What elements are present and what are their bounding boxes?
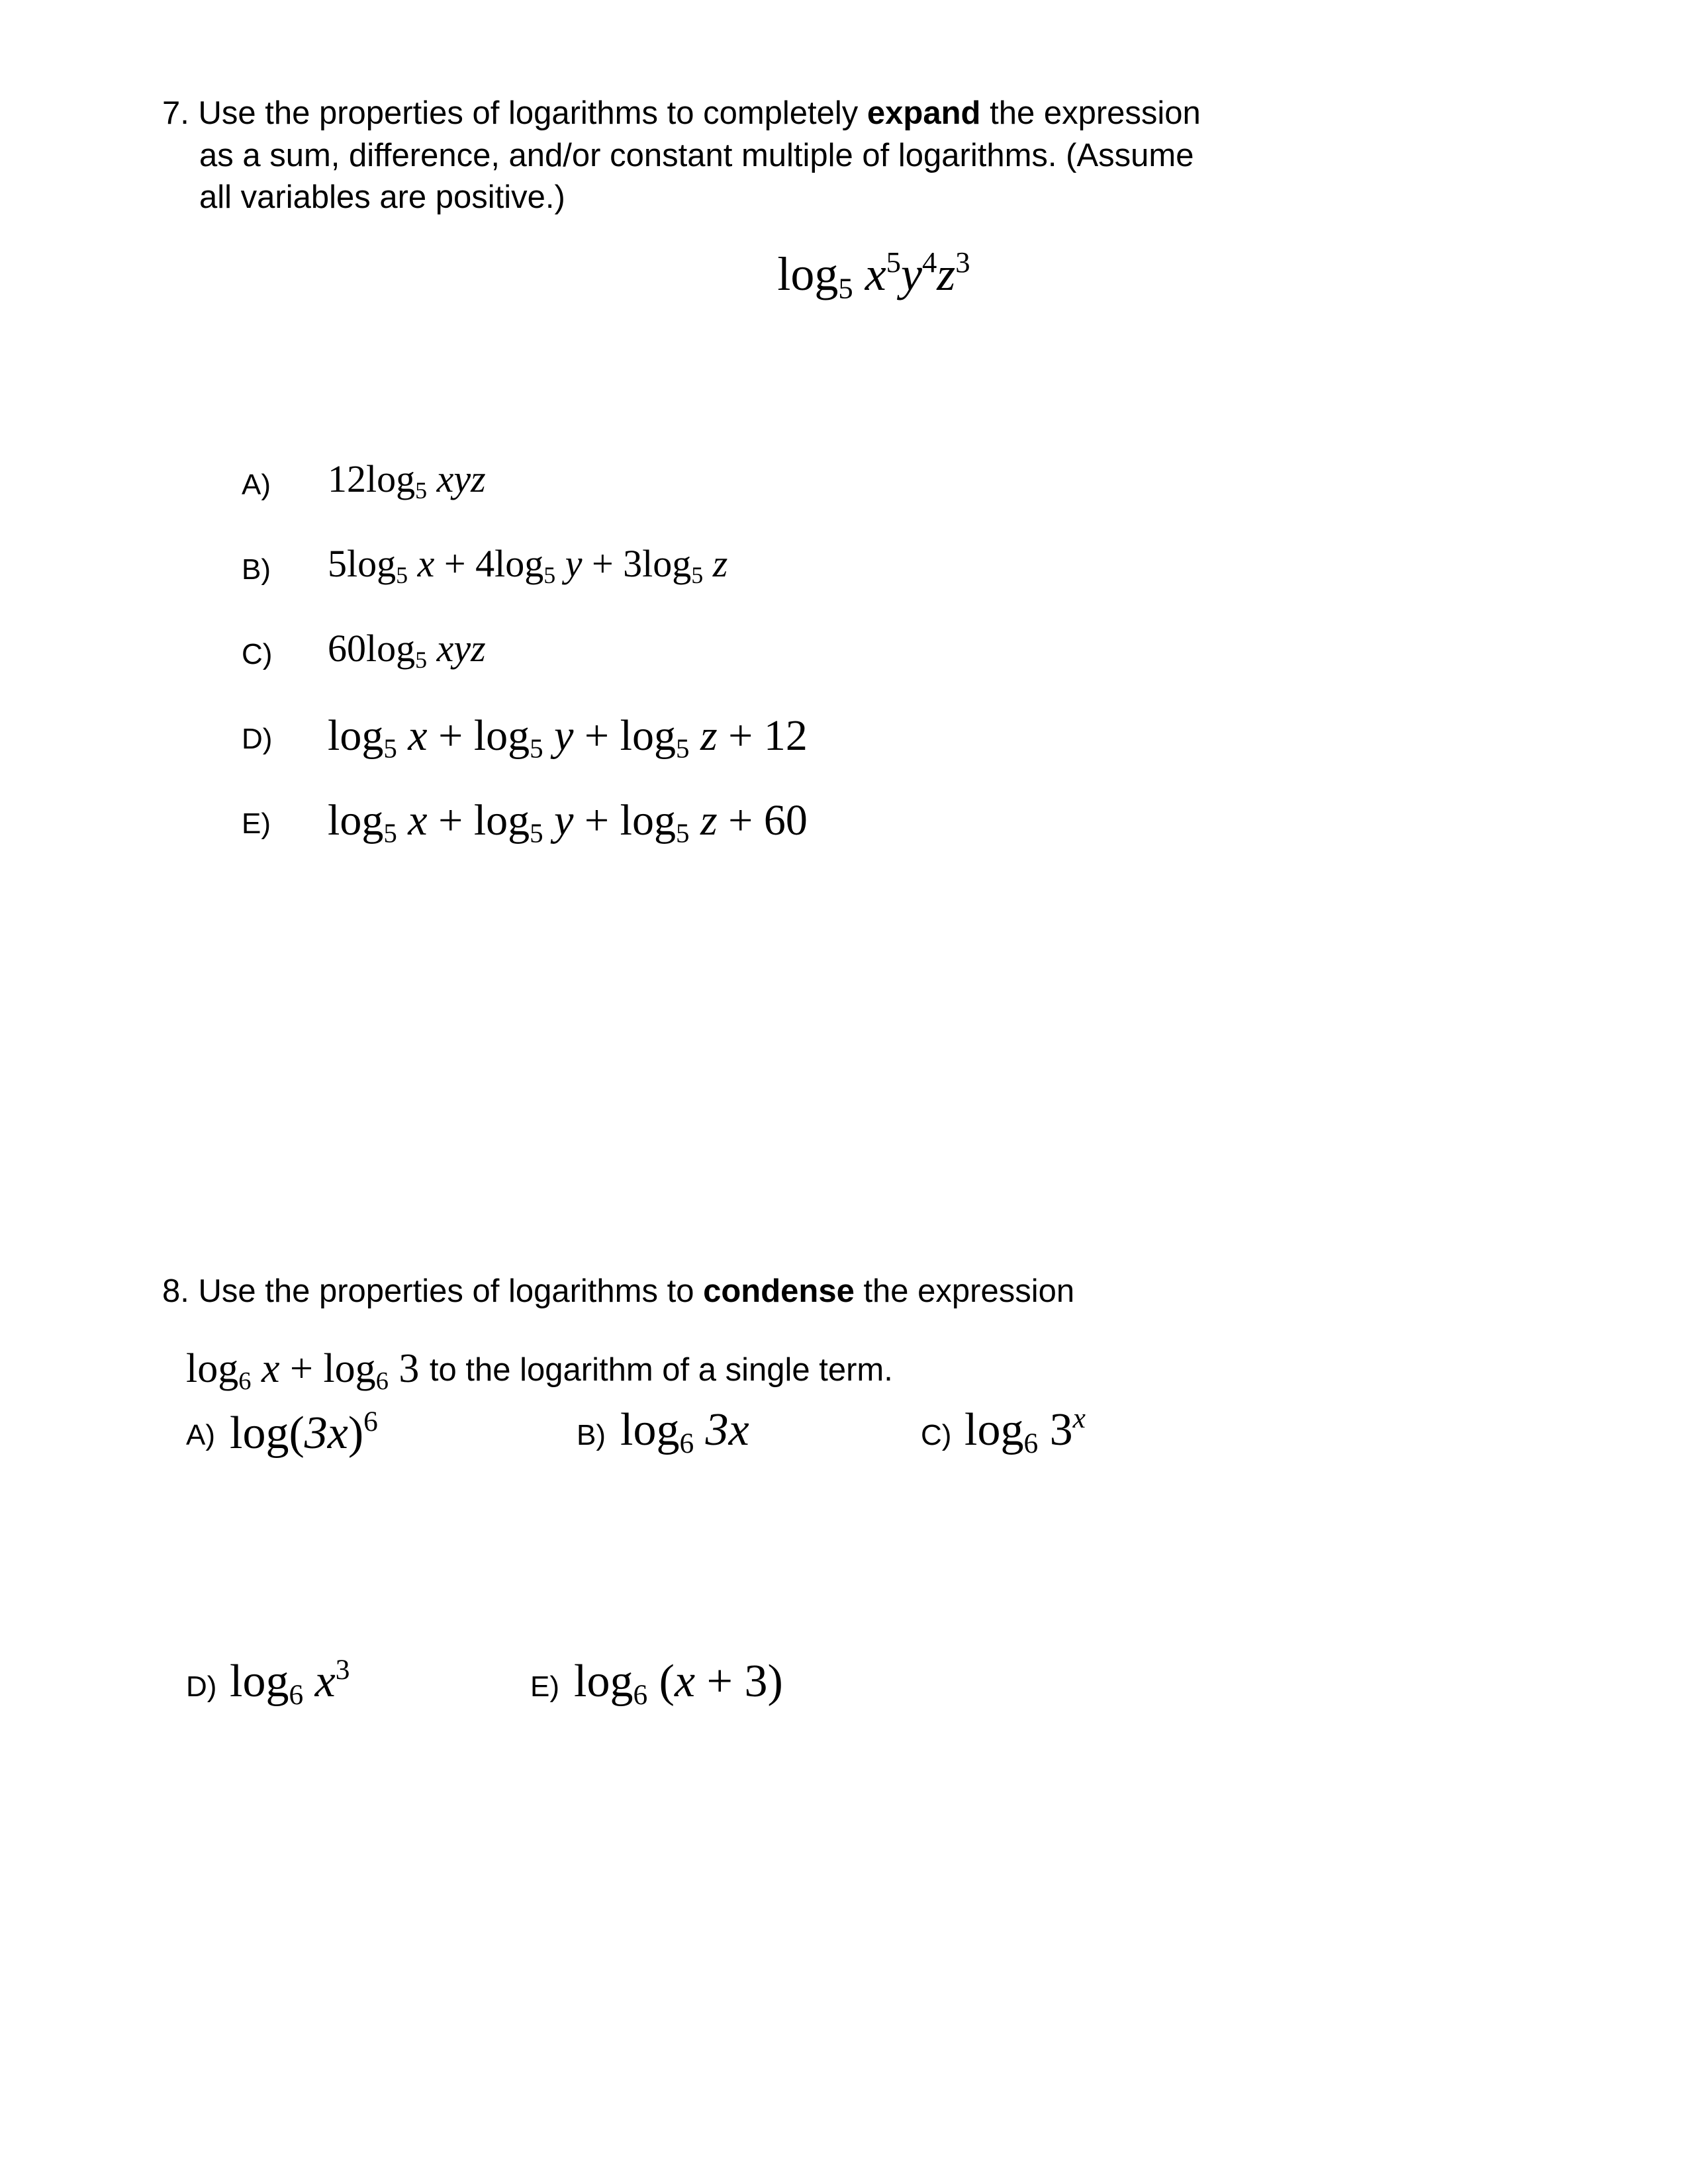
choice-7-e-base1: 5: [383, 818, 397, 848]
choice-7-b-op2: +: [591, 542, 614, 585]
choice-8-b-arg: 3x: [705, 1404, 749, 1455]
choice-7-d-label: D): [242, 723, 273, 755]
choice-8-d-exp: 3: [335, 1653, 350, 1686]
choice-7-e-const: 60: [763, 796, 808, 844]
choice-7-b-v1: x: [417, 542, 435, 585]
question-8-choices-row-1: [186, 1402, 1576, 1535]
choice-8-e-num: 3: [744, 1655, 768, 1707]
choice-7-d-v3: z: [700, 711, 718, 760]
choice-7-e-v2: y: [554, 796, 574, 844]
choice-7-e-base2: 5: [530, 818, 543, 848]
choice-7-e-base3: 5: [676, 818, 690, 848]
choice-8-c-exp: x: [1072, 1402, 1086, 1434]
choice-7-d-log1: log: [328, 711, 384, 760]
choice-7-d-math: $\log_5 x + \log_5 y + \log_5 z + 12$: [328, 711, 808, 764]
choice-8-e-log: log: [574, 1655, 633, 1707]
choice-7-e-log3: log: [620, 796, 676, 844]
choice-8-a-inner: 3x: [304, 1408, 348, 1459]
choice-8-b-log: log: [620, 1404, 680, 1455]
choice-7-c-label: C): [242, 638, 273, 670]
choice-7-a-coef: 12: [328, 457, 366, 500]
expr-log: log: [777, 247, 839, 300]
choice-row[interactable]: [242, 457, 1566, 514]
question-7-stem-line1-a: Use the properties of logarithms to completely: [198, 95, 867, 131]
choice-8-c-base: 6: [1023, 1428, 1039, 1459]
question-7-stem-line3: all variables are positive.): [199, 179, 565, 216]
choice-7-c-base: 5: [415, 647, 428, 674]
expr-x-exp: 5: [886, 246, 901, 279]
choice-8-c-log: log: [964, 1404, 1024, 1455]
choice-8-a-exp: 6: [363, 1405, 378, 1437]
choice-7-c-math: [328, 626, 486, 674]
choice-8-b-math: [620, 1404, 749, 1460]
question-7-choices: [242, 457, 1566, 880]
choice-7-b-v2: y: [565, 542, 583, 585]
q8-expr-log2: log: [323, 1346, 376, 1391]
choice-7-b-log1: log: [347, 542, 397, 585]
choice-7-a-label: A): [242, 469, 271, 501]
choice-7-b-c3: 3: [623, 542, 643, 585]
question-7-stem-bold: expand: [867, 95, 981, 131]
choice-8-a-log: log: [230, 1408, 289, 1459]
expr-z: z: [937, 247, 956, 300]
choice-8-e-var: x: [674, 1655, 696, 1707]
choice-8-e-plus: +: [706, 1655, 733, 1707]
choice-7-d-log2: log: [473, 711, 530, 760]
q8-expr-num: 3: [399, 1346, 420, 1391]
choice-7-e-log2: log: [473, 796, 530, 844]
choice-7-a-base: 5: [415, 477, 428, 504]
choice-8-c-math: [964, 1402, 1086, 1460]
choice-7-c-coef: 60: [328, 627, 366, 670]
question-8: [162, 1271, 1585, 1711]
choice-7-d-v1: x: [408, 711, 428, 760]
choice-7-a-math: [328, 457, 486, 504]
choice-7-b-base2: 5: [543, 562, 556, 589]
question-8-stem-line1-b: the expression: [854, 1273, 1075, 1309]
choice-8-d-var: x: [314, 1655, 336, 1707]
expr-y: y: [900, 247, 922, 300]
question-8-inline-expression: [186, 1346, 430, 1395]
choice-8-e-base: 6: [633, 1679, 648, 1711]
choice-8-a-math: [230, 1405, 378, 1460]
choice-7-e-label: E): [242, 807, 271, 840]
question-7-number: 7.: [162, 95, 189, 131]
question-8-stem-line1-a: Use the properties of logarithms to: [198, 1273, 704, 1309]
expr-y-exp: 4: [921, 246, 937, 279]
choice-7-b-log3: log: [642, 542, 692, 585]
choice-8-d-label: D): [186, 1670, 217, 1703]
choice-7-d-const: 12: [763, 711, 808, 760]
question-8-stem: [162, 1271, 1585, 1313]
question-8-stem-line2-text: to the logarithm of a single term.: [429, 1352, 893, 1388]
q8-expr-var: x: [261, 1346, 280, 1391]
expr-base: 5: [838, 271, 853, 305]
choice-8-a-label: A): [186, 1419, 215, 1451]
q8-expr-base2: 6: [375, 1367, 389, 1395]
choice-row[interactable]: [242, 711, 1566, 768]
choice-8-e-math: [574, 1655, 783, 1711]
choice-7-c-arg: xyz: [436, 627, 486, 670]
question-8-choices-row-2: [186, 1653, 1576, 1787]
question-7: [162, 93, 1585, 848]
choice-8-e-open: (: [659, 1655, 675, 1707]
choice-7-d-base3: 5: [676, 733, 690, 764]
choice-7-c-log: log: [366, 627, 416, 670]
choice-row[interactable]: [242, 541, 1566, 598]
choice-7-b-base1: 5: [396, 562, 408, 589]
choice-7-b-log2: log: [494, 542, 544, 585]
choice-7-b-math: [328, 541, 727, 589]
choice-8-a-close: ): [348, 1408, 364, 1459]
choice-7-b-c1: 5: [328, 542, 347, 585]
choice-7-e-v3: z: [700, 796, 718, 844]
choice-8-c-num: 3: [1049, 1404, 1073, 1455]
choice-8-c-label: C): [921, 1419, 952, 1451]
choice-8-e-label: E): [530, 1670, 559, 1703]
choice-7-e-math: $\log_5 x + \log_5 y + \log_5 z + 60$: [328, 796, 808, 848]
choice-7-a-arg: xyz: [436, 457, 486, 500]
question-8-stem-line2: [186, 1342, 1576, 1398]
choice-7-b-label: B): [242, 553, 271, 586]
q8-expr-base1: 6: [238, 1367, 252, 1395]
q8-expr-log1: log: [186, 1346, 239, 1391]
choice-8-d-log: log: [230, 1655, 289, 1707]
question-7-stem-line2: as a sum, difference, and/or constant multiple of logarithms. (Assume: [199, 137, 1194, 173]
question-8-number: 8.: [162, 1273, 189, 1309]
choice-7-e-v1: x: [408, 796, 428, 844]
choice-7-d-base1: 5: [383, 733, 397, 764]
choice-7-b-v3: z: [712, 542, 728, 585]
choice-row[interactable]: [242, 796, 1566, 852]
choice-row[interactable]: [242, 626, 1566, 683]
choice-7-a-log: log: [366, 457, 416, 500]
choice-7-d-base2: 5: [530, 733, 543, 764]
choice-7-b-c2: 4: [475, 542, 495, 585]
choice-8-d-base: 6: [289, 1679, 304, 1711]
choice-7-d-log3: log: [620, 711, 676, 760]
question-8-stem-bold: condense: [703, 1273, 855, 1309]
q8-expr-plus: +: [289, 1346, 313, 1391]
choice-8-b-label: B): [577, 1419, 606, 1451]
choice-7-e-log1: log: [328, 796, 384, 844]
question-7-stem-line1-b: the expression: [980, 95, 1201, 131]
question-7-expression: [162, 245, 1585, 305]
choice-8-b-base: 6: [679, 1428, 694, 1459]
choice-7-d-v2: y: [554, 711, 574, 760]
choice-8-d-math: [230, 1653, 350, 1711]
choice-8-e-close: ): [767, 1655, 783, 1707]
expr-x: x: [865, 247, 886, 300]
choice-7-b-base3: 5: [691, 562, 704, 589]
question-7-stem: [162, 93, 1585, 219]
choice-8-a-open: (: [289, 1408, 305, 1459]
expr-z-exp: 3: [955, 246, 970, 279]
choice-7-b-op1: +: [444, 542, 466, 585]
